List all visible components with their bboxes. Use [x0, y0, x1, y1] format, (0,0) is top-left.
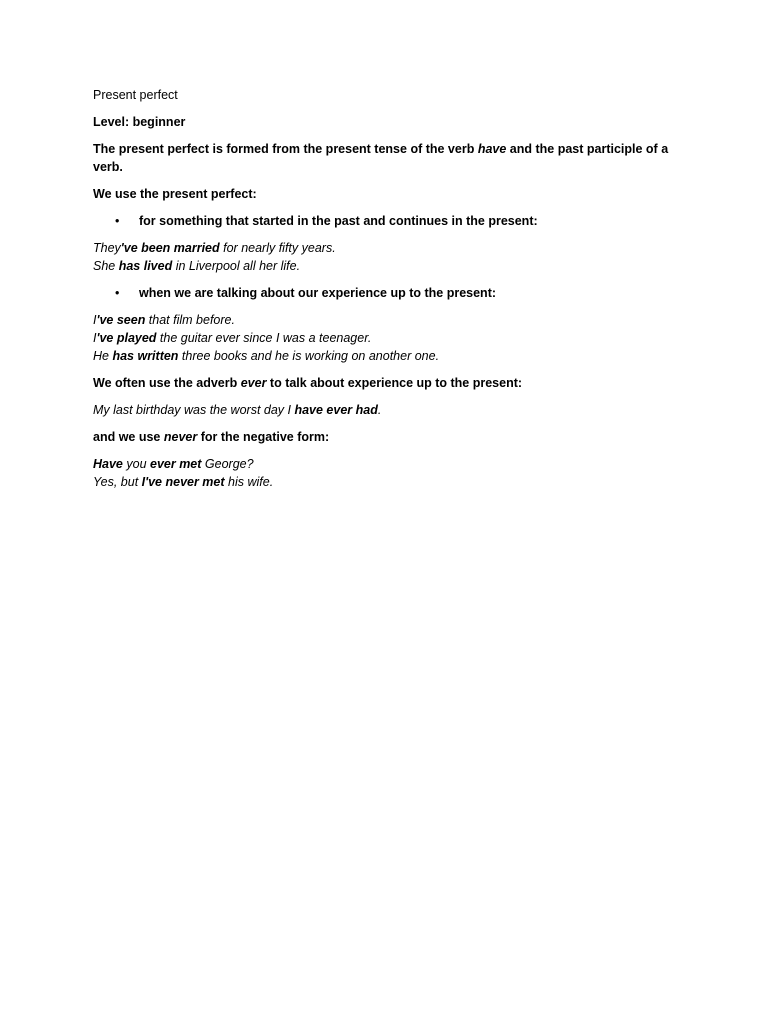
example-text: in Liverpool all her life. [172, 259, 301, 273]
example-verb: has lived [118, 259, 173, 273]
example-verb: I've never met [141, 475, 225, 489]
adverb-never-paragraph [93, 428, 683, 446]
example-line [93, 239, 683, 257]
example-text: I [93, 313, 97, 327]
example-line [93, 473, 683, 491]
example-line [93, 401, 683, 419]
example-line [93, 455, 683, 473]
examples-block-1 [93, 239, 683, 275]
example-text: She [93, 259, 119, 273]
example-text: for nearly fifty years. [219, 241, 336, 255]
intro-text-1: The present perfect is formed from the present tense of the verb [93, 142, 478, 156]
intro-text-2: and the past participle of a verb. [93, 142, 669, 174]
example-text: They [93, 241, 121, 255]
example-verb: has written [112, 349, 179, 363]
example-text: three books and he is working on another one. [178, 349, 440, 363]
use-intro-paragraph: We use the present perfect: [93, 187, 257, 201]
example-text: the guitar ever since I was a teenager. [156, 331, 372, 345]
document-title: Present perfect [93, 88, 178, 102]
example-text: Yes, but [93, 475, 142, 489]
example-text: his wife. [224, 475, 274, 489]
example-text: I [93, 331, 97, 345]
example-text: . [377, 403, 382, 417]
paragraph-text: for the negative form: [197, 430, 330, 444]
example-verb: have ever had [294, 403, 378, 417]
bullet-item-1-text: for something that started in the past and continues in the present: [139, 214, 538, 228]
example-line [93, 311, 683, 329]
example-verb: 've played [96, 331, 157, 345]
example-text: that film before. [145, 313, 235, 327]
example-verb: ever met [150, 457, 202, 471]
paragraph-text: We often use the adverb [93, 376, 241, 390]
examples-block-2 [93, 311, 683, 365]
adverb-ever-paragraph [93, 374, 683, 392]
example-verb: 've been married [120, 241, 220, 255]
example-text: George? [201, 457, 254, 471]
bullet-item-2-text: when we are talking about our experience up to the present: [139, 286, 497, 300]
example-verb: Have [93, 457, 123, 471]
keyword-ever: ever [240, 376, 267, 390]
bullet-icon: • [115, 286, 120, 300]
keyword-never: never [163, 430, 198, 444]
example-text: you [122, 457, 150, 471]
example-text: He [93, 349, 113, 363]
example-line [93, 257, 683, 275]
examples-block-3 [93, 401, 683, 419]
example-text: My last birthday was the worst day I [93, 403, 295, 417]
paragraph-text: to talk about experience up to the present: [266, 376, 523, 390]
example-verb: 've seen [96, 313, 146, 327]
intro-verb: have [477, 142, 507, 156]
example-line [93, 347, 683, 365]
bullet-item-1 [93, 212, 683, 230]
document-page [93, 86, 683, 500]
intro-paragraph [93, 140, 683, 176]
bullet-icon: • [115, 214, 120, 228]
level-label: Level: beginner [93, 115, 186, 129]
paragraph-text: and we use [93, 430, 164, 444]
examples-block-4 [93, 455, 683, 491]
bullet-item-2 [93, 284, 683, 302]
example-line [93, 329, 683, 347]
